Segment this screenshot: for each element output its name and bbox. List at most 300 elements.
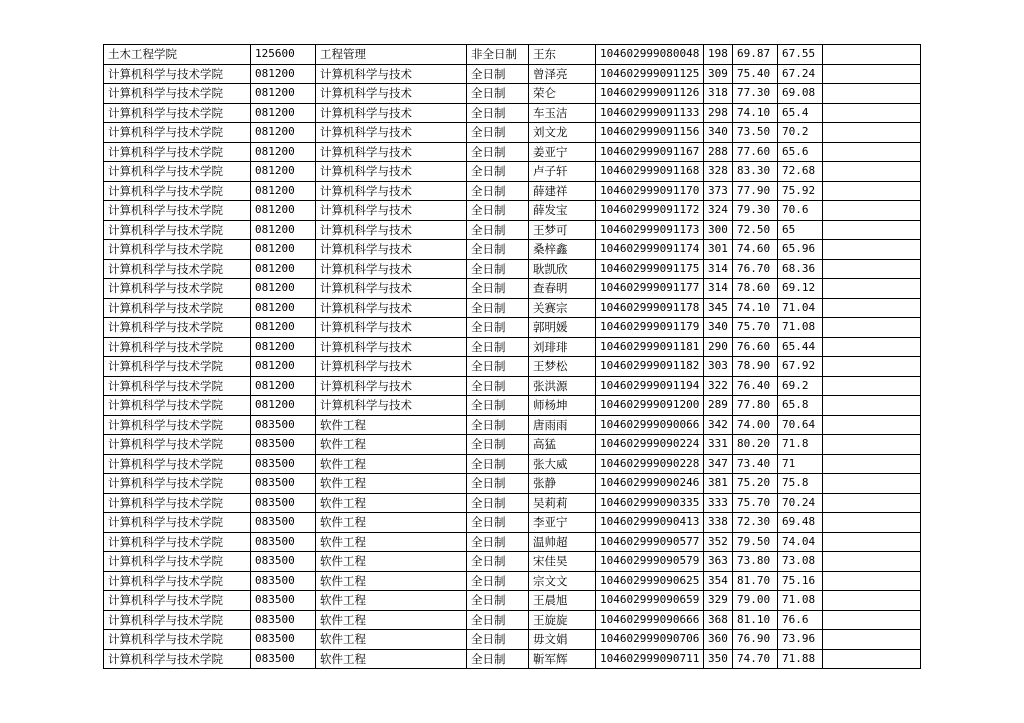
total-score-cell: 69.2 <box>778 376 823 396</box>
name-cell: 张大威 <box>529 454 596 474</box>
study-mode-cell: 全日制 <box>467 142 529 162</box>
exam-id-cell: 104602999090579 <box>596 552 704 572</box>
total-score-cell: 71 <box>778 454 823 474</box>
table-row <box>104 396 921 416</box>
blank-cell <box>823 45 921 65</box>
blank-cell <box>823 123 921 143</box>
retest-score-cell: 75.70 <box>733 318 778 338</box>
blank-cell <box>823 279 921 299</box>
college-cell: 计算机科学与技术学院 <box>104 649 251 669</box>
exam-id-cell: 104602999091178 <box>596 298 704 318</box>
blank-cell <box>823 220 921 240</box>
major-code-cell: 083500 <box>251 610 316 630</box>
exam-id-cell: 104602999090066 <box>596 415 704 435</box>
major-code-cell: 081200 <box>251 259 316 279</box>
retest-score-cell: 73.80 <box>733 552 778 572</box>
name-cell: 温帅超 <box>529 532 596 552</box>
initial-score-cell: 329 <box>704 591 733 611</box>
exam-id-cell: 104602999091172 <box>596 201 704 221</box>
college-cell: 计算机科学与技术学院 <box>104 220 251 240</box>
table-row <box>104 181 921 201</box>
name-cell: 李亚宁 <box>529 513 596 533</box>
major-code-cell: 083500 <box>251 552 316 572</box>
retest-score-cell: 74.00 <box>733 415 778 435</box>
major-name-cell: 计算机科学与技术 <box>316 123 467 143</box>
study-mode-cell: 全日制 <box>467 591 529 611</box>
table-row <box>104 64 921 84</box>
major-code-cell: 081200 <box>251 337 316 357</box>
name-cell: 宗文文 <box>529 571 596 591</box>
major-code-cell: 083500 <box>251 532 316 552</box>
table-row <box>104 298 921 318</box>
blank-cell <box>823 415 921 435</box>
exam-id-cell: 104602999090228 <box>596 454 704 474</box>
major-name-cell: 计算机科学与技术 <box>316 201 467 221</box>
major-code-cell: 083500 <box>251 493 316 513</box>
exam-id-cell: 104602999090706 <box>596 630 704 650</box>
initial-score-cell: 352 <box>704 532 733 552</box>
retest-score-cell: 72.50 <box>733 220 778 240</box>
table-row <box>104 415 921 435</box>
table-row <box>104 201 921 221</box>
table-row <box>104 357 921 377</box>
table-row <box>104 220 921 240</box>
study-mode-cell: 全日制 <box>467 279 529 299</box>
major-code-cell: 081200 <box>251 123 316 143</box>
total-score-cell: 68.36 <box>778 259 823 279</box>
initial-score-cell: 331 <box>704 435 733 455</box>
retest-score-cell: 75.40 <box>733 64 778 84</box>
initial-score-cell: 309 <box>704 64 733 84</box>
major-code-cell: 083500 <box>251 474 316 494</box>
retest-score-cell: 80.20 <box>733 435 778 455</box>
major-name-cell: 计算机科学与技术 <box>316 162 467 182</box>
blank-cell <box>823 493 921 513</box>
name-cell: 毋文娟 <box>529 630 596 650</box>
initial-score-cell: 340 <box>704 123 733 143</box>
study-mode-cell: 全日制 <box>467 64 529 84</box>
retest-score-cell: 73.40 <box>733 454 778 474</box>
total-score-cell: 69.12 <box>778 279 823 299</box>
initial-score-cell: 363 <box>704 552 733 572</box>
major-code-cell: 081200 <box>251 162 316 182</box>
college-cell: 计算机科学与技术学院 <box>104 123 251 143</box>
table-row <box>104 84 921 104</box>
table-row <box>104 279 921 299</box>
exam-id-cell: 104602999090659 <box>596 591 704 611</box>
college-cell: 计算机科学与技术学院 <box>104 279 251 299</box>
exam-id-cell: 104602999091194 <box>596 376 704 396</box>
college-cell: 计算机科学与技术学院 <box>104 318 251 338</box>
table-row <box>104 513 921 533</box>
blank-cell <box>823 630 921 650</box>
study-mode-cell: 全日制 <box>467 318 529 338</box>
total-score-cell: 65 <box>778 220 823 240</box>
initial-score-cell: 300 <box>704 220 733 240</box>
initial-score-cell: 328 <box>704 162 733 182</box>
total-score-cell: 73.96 <box>778 630 823 650</box>
blank-cell <box>823 571 921 591</box>
initial-score-cell: 290 <box>704 337 733 357</box>
major-code-cell: 081200 <box>251 318 316 338</box>
study-mode-cell: 全日制 <box>467 181 529 201</box>
study-mode-cell: 全日制 <box>467 513 529 533</box>
table-body <box>104 45 921 669</box>
exam-id-cell: 104602999091167 <box>596 142 704 162</box>
table-row <box>104 630 921 650</box>
table-row <box>104 45 921 65</box>
exam-id-cell: 104602999090711 <box>596 649 704 669</box>
total-score-cell: 71.08 <box>778 591 823 611</box>
table-row <box>104 454 921 474</box>
initial-score-cell: 288 <box>704 142 733 162</box>
major-name-cell: 工程管理 <box>316 45 467 65</box>
blank-cell <box>823 649 921 669</box>
blank-cell <box>823 337 921 357</box>
study-mode-cell: 全日制 <box>467 84 529 104</box>
blank-cell <box>823 513 921 533</box>
major-name-cell: 软件工程 <box>316 532 467 552</box>
retest-score-cell: 76.90 <box>733 630 778 650</box>
major-name-cell: 计算机科学与技术 <box>316 279 467 299</box>
study-mode-cell: 全日制 <box>467 571 529 591</box>
total-score-cell: 70.2 <box>778 123 823 143</box>
college-cell: 计算机科学与技术学院 <box>104 259 251 279</box>
blank-cell <box>823 591 921 611</box>
blank-cell <box>823 454 921 474</box>
name-cell: 王梦松 <box>529 357 596 377</box>
name-cell: 耿凯欣 <box>529 259 596 279</box>
college-cell: 计算机科学与技术学院 <box>104 532 251 552</box>
initial-score-cell: 298 <box>704 103 733 123</box>
exam-id-cell: 104602999091182 <box>596 357 704 377</box>
initial-score-cell: 345 <box>704 298 733 318</box>
exam-id-cell: 104602999091170 <box>596 181 704 201</box>
study-mode-cell: 全日制 <box>467 259 529 279</box>
major-name-cell: 计算机科学与技术 <box>316 64 467 84</box>
table-row <box>104 318 921 338</box>
college-cell: 计算机科学与技术学院 <box>104 84 251 104</box>
exam-id-cell: 104602999080048 <box>596 45 704 65</box>
total-score-cell: 65.6 <box>778 142 823 162</box>
results-table <box>103 44 921 669</box>
table-row <box>104 337 921 357</box>
major-code-cell: 081200 <box>251 396 316 416</box>
table-row <box>104 123 921 143</box>
retest-score-cell: 76.40 <box>733 376 778 396</box>
exam-id-cell: 104602999090246 <box>596 474 704 494</box>
retest-score-cell: 78.60 <box>733 279 778 299</box>
exam-id-cell: 104602999091174 <box>596 240 704 260</box>
major-name-cell: 软件工程 <box>316 474 467 494</box>
total-score-cell: 67.92 <box>778 357 823 377</box>
major-name-cell: 计算机科学与技术 <box>316 298 467 318</box>
major-name-cell: 计算机科学与技术 <box>316 220 467 240</box>
initial-score-cell: 198 <box>704 45 733 65</box>
study-mode-cell: 全日制 <box>467 435 529 455</box>
major-name-cell: 计算机科学与技术 <box>316 142 467 162</box>
major-code-cell: 081200 <box>251 279 316 299</box>
table-row <box>104 532 921 552</box>
blank-cell <box>823 357 921 377</box>
blank-cell <box>823 318 921 338</box>
blank-cell <box>823 201 921 221</box>
study-mode-cell: 全日制 <box>467 552 529 572</box>
major-code-cell: 083500 <box>251 513 316 533</box>
study-mode-cell: 全日制 <box>467 220 529 240</box>
table-row <box>104 591 921 611</box>
retest-score-cell: 77.80 <box>733 396 778 416</box>
initial-score-cell: 381 <box>704 474 733 494</box>
retest-score-cell: 79.50 <box>733 532 778 552</box>
total-score-cell: 75.8 <box>778 474 823 494</box>
exam-id-cell: 104602999091181 <box>596 337 704 357</box>
name-cell: 王东 <box>529 45 596 65</box>
exam-id-cell: 104602999091125 <box>596 64 704 84</box>
college-cell: 计算机科学与技术学院 <box>104 357 251 377</box>
exam-id-cell: 104602999091175 <box>596 259 704 279</box>
college-cell: 计算机科学与技术学院 <box>104 610 251 630</box>
table-row <box>104 376 921 396</box>
major-name-cell: 计算机科学与技术 <box>316 357 467 377</box>
total-score-cell: 70.64 <box>778 415 823 435</box>
college-cell: 计算机科学与技术学院 <box>104 162 251 182</box>
college-cell: 计算机科学与技术学院 <box>104 435 251 455</box>
college-cell: 计算机科学与技术学院 <box>104 474 251 494</box>
name-cell: 荣仑 <box>529 84 596 104</box>
exam-id-cell: 104602999091179 <box>596 318 704 338</box>
college-cell: 计算机科学与技术学院 <box>104 513 251 533</box>
study-mode-cell: 全日制 <box>467 201 529 221</box>
exam-id-cell: 104602999090625 <box>596 571 704 591</box>
retest-score-cell: 74.10 <box>733 103 778 123</box>
initial-score-cell: 289 <box>704 396 733 416</box>
blank-cell <box>823 376 921 396</box>
major-name-cell: 软件工程 <box>316 591 467 611</box>
total-score-cell: 65.8 <box>778 396 823 416</box>
initial-score-cell: 322 <box>704 376 733 396</box>
blank-cell <box>823 84 921 104</box>
initial-score-cell: 338 <box>704 513 733 533</box>
major-name-cell: 软件工程 <box>316 649 467 669</box>
total-score-cell: 72.68 <box>778 162 823 182</box>
initial-score-cell: 368 <box>704 610 733 630</box>
initial-score-cell: 342 <box>704 415 733 435</box>
college-cell: 计算机科学与技术学院 <box>104 571 251 591</box>
major-code-cell: 083500 <box>251 630 316 650</box>
study-mode-cell: 全日制 <box>467 123 529 143</box>
study-mode-cell: 全日制 <box>467 454 529 474</box>
retest-score-cell: 75.20 <box>733 474 778 494</box>
major-name-cell: 计算机科学与技术 <box>316 240 467 260</box>
major-code-cell: 083500 <box>251 415 316 435</box>
exam-id-cell: 104602999090666 <box>596 610 704 630</box>
total-score-cell: 67.55 <box>778 45 823 65</box>
name-cell: 刘琲琲 <box>529 337 596 357</box>
initial-score-cell: 314 <box>704 259 733 279</box>
table-row <box>104 493 921 513</box>
study-mode-cell: 全日制 <box>467 298 529 318</box>
name-cell: 高猛 <box>529 435 596 455</box>
initial-score-cell: 347 <box>704 454 733 474</box>
college-cell: 计算机科学与技术学院 <box>104 337 251 357</box>
total-score-cell: 69.08 <box>778 84 823 104</box>
major-code-cell: 081200 <box>251 142 316 162</box>
retest-score-cell: 76.70 <box>733 259 778 279</box>
table-row <box>104 435 921 455</box>
study-mode-cell: 全日制 <box>467 357 529 377</box>
total-score-cell: 76.6 <box>778 610 823 630</box>
name-cell: 关赛宗 <box>529 298 596 318</box>
college-cell: 计算机科学与技术学院 <box>104 64 251 84</box>
total-score-cell: 65.4 <box>778 103 823 123</box>
retest-score-cell: 83.30 <box>733 162 778 182</box>
college-cell: 计算机科学与技术学院 <box>104 396 251 416</box>
major-name-cell: 计算机科学与技术 <box>316 318 467 338</box>
initial-score-cell: 354 <box>704 571 733 591</box>
study-mode-cell: 全日制 <box>467 474 529 494</box>
initial-score-cell: 303 <box>704 357 733 377</box>
name-cell: 张静 <box>529 474 596 494</box>
total-score-cell: 71.88 <box>778 649 823 669</box>
college-cell: 计算机科学与技术学院 <box>104 181 251 201</box>
initial-score-cell: 373 <box>704 181 733 201</box>
name-cell: 车玉洁 <box>529 103 596 123</box>
exam-id-cell: 104602999091168 <box>596 162 704 182</box>
major-code-cell: 083500 <box>251 571 316 591</box>
name-cell: 王晨旭 <box>529 591 596 611</box>
major-name-cell: 计算机科学与技术 <box>316 181 467 201</box>
name-cell: 张洪源 <box>529 376 596 396</box>
retest-score-cell: 74.70 <box>733 649 778 669</box>
blank-cell <box>823 474 921 494</box>
retest-score-cell: 78.90 <box>733 357 778 377</box>
major-code-cell: 081200 <box>251 64 316 84</box>
college-cell: 计算机科学与技术学院 <box>104 415 251 435</box>
major-name-cell: 软件工程 <box>316 493 467 513</box>
blank-cell <box>823 240 921 260</box>
major-code-cell: 081200 <box>251 240 316 260</box>
table-row <box>104 162 921 182</box>
initial-score-cell: 333 <box>704 493 733 513</box>
retest-score-cell: 74.10 <box>733 298 778 318</box>
retest-score-cell: 77.90 <box>733 181 778 201</box>
major-name-cell: 计算机科学与技术 <box>316 337 467 357</box>
initial-score-cell: 350 <box>704 649 733 669</box>
blank-cell <box>823 103 921 123</box>
college-cell: 计算机科学与技术学院 <box>104 552 251 572</box>
major-code-cell: 083500 <box>251 435 316 455</box>
name-cell: 宋佳昊 <box>529 552 596 572</box>
initial-score-cell: 340 <box>704 318 733 338</box>
major-code-cell: 081200 <box>251 84 316 104</box>
total-score-cell: 65.44 <box>778 337 823 357</box>
study-mode-cell: 全日制 <box>467 240 529 260</box>
name-cell: 吴莉莉 <box>529 493 596 513</box>
blank-cell <box>823 259 921 279</box>
name-cell: 郭明媛 <box>529 318 596 338</box>
total-score-cell: 70.6 <box>778 201 823 221</box>
major-name-cell: 软件工程 <box>316 571 467 591</box>
total-score-cell: 71.04 <box>778 298 823 318</box>
major-name-cell: 软件工程 <box>316 454 467 474</box>
name-cell: 唐雨雨 <box>529 415 596 435</box>
name-cell: 曾泽亮 <box>529 64 596 84</box>
table-row <box>104 474 921 494</box>
study-mode-cell: 全日制 <box>467 493 529 513</box>
college-cell: 计算机科学与技术学院 <box>104 298 251 318</box>
college-cell: 计算机科学与技术学院 <box>104 240 251 260</box>
major-name-cell: 计算机科学与技术 <box>316 84 467 104</box>
college-cell: 计算机科学与技术学院 <box>104 201 251 221</box>
college-cell: 计算机科学与技术学院 <box>104 591 251 611</box>
major-code-cell: 081200 <box>251 298 316 318</box>
table-row <box>104 552 921 572</box>
major-name-cell: 计算机科学与技术 <box>316 396 467 416</box>
table-row <box>104 103 921 123</box>
college-cell: 计算机科学与技术学院 <box>104 376 251 396</box>
retest-score-cell: 73.50 <box>733 123 778 143</box>
name-cell: 王梦可 <box>529 220 596 240</box>
major-code-cell: 083500 <box>251 649 316 669</box>
table-row <box>104 259 921 279</box>
blank-cell <box>823 435 921 455</box>
retest-score-cell: 77.60 <box>733 142 778 162</box>
total-score-cell: 74.04 <box>778 532 823 552</box>
blank-cell <box>823 142 921 162</box>
blank-cell <box>823 181 921 201</box>
major-name-cell: 软件工程 <box>316 513 467 533</box>
name-cell: 王旋旋 <box>529 610 596 630</box>
major-code-cell: 081200 <box>251 220 316 240</box>
blank-cell <box>823 610 921 630</box>
retest-score-cell: 81.10 <box>733 610 778 630</box>
major-name-cell: 软件工程 <box>316 552 467 572</box>
name-cell: 查春明 <box>529 279 596 299</box>
retest-score-cell: 74.60 <box>733 240 778 260</box>
major-code-cell: 081200 <box>251 103 316 123</box>
name-cell: 刘文龙 <box>529 123 596 143</box>
study-mode-cell: 全日制 <box>467 337 529 357</box>
name-cell: 薛建祥 <box>529 181 596 201</box>
total-score-cell: 75.92 <box>778 181 823 201</box>
major-name-cell: 计算机科学与技术 <box>316 259 467 279</box>
retest-score-cell: 79.30 <box>733 201 778 221</box>
exam-id-cell: 104602999090224 <box>596 435 704 455</box>
blank-cell <box>823 298 921 318</box>
major-code-cell: 125600 <box>251 45 316 65</box>
blank-cell <box>823 162 921 182</box>
major-code-cell: 081200 <box>251 201 316 221</box>
total-score-cell: 69.48 <box>778 513 823 533</box>
total-score-cell: 71.8 <box>778 435 823 455</box>
study-mode-cell: 全日制 <box>467 415 529 435</box>
blank-cell <box>823 64 921 84</box>
major-code-cell: 081200 <box>251 357 316 377</box>
college-cell: 计算机科学与技术学院 <box>104 103 251 123</box>
name-cell: 姜亚宁 <box>529 142 596 162</box>
study-mode-cell: 全日制 <box>467 396 529 416</box>
retest-score-cell: 72.30 <box>733 513 778 533</box>
college-cell: 计算机科学与技术学院 <box>104 454 251 474</box>
name-cell: 师杨坤 <box>529 396 596 416</box>
major-code-cell: 081200 <box>251 181 316 201</box>
exam-id-cell: 104602999091200 <box>596 396 704 416</box>
initial-score-cell: 324 <box>704 201 733 221</box>
total-score-cell: 70.24 <box>778 493 823 513</box>
exam-id-cell: 104602999091177 <box>596 279 704 299</box>
name-cell: 卢子轩 <box>529 162 596 182</box>
